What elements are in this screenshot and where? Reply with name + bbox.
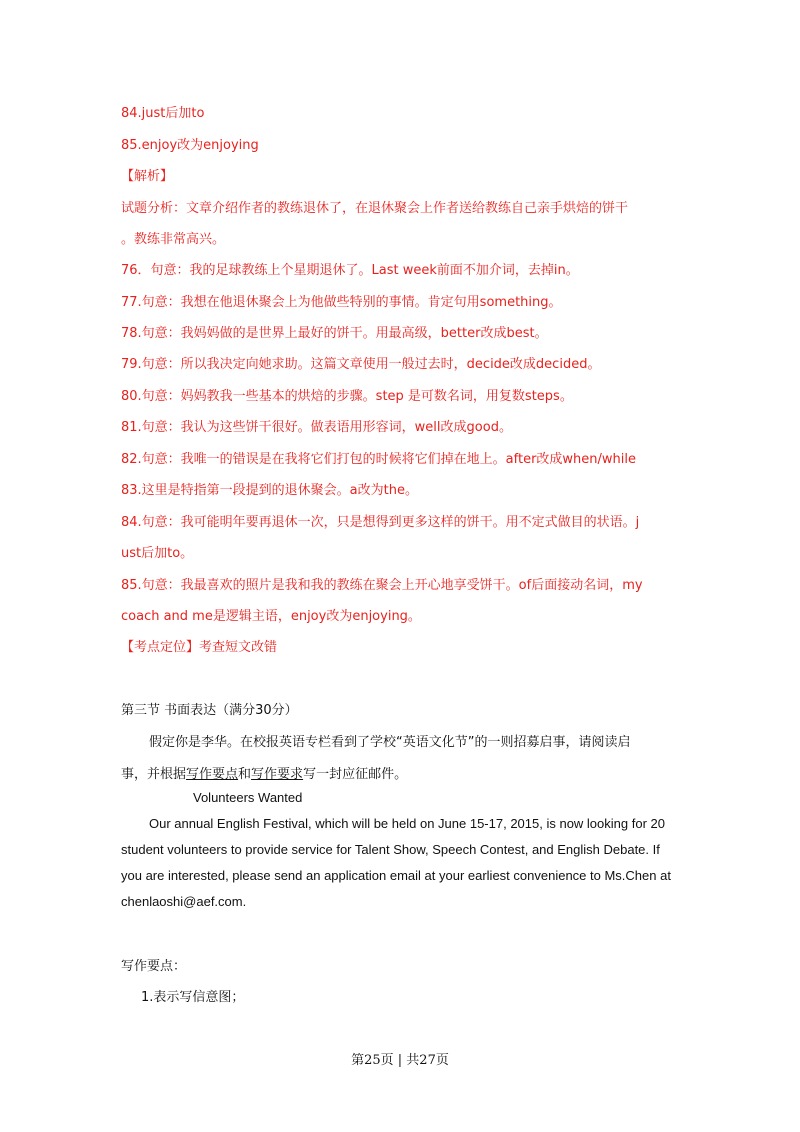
notice-line-4: chenlaoshi@aef.com. <box>121 894 247 909</box>
analysis-item-82: 82.句意：我唯一的错误是在我将它们打包的时候将它们掉在地上。after改成when/while <box>121 452 637 467</box>
analysis-item-80: 80.句意：妈妈教我一些基本的烘焙的步骤。step 是可数名词，用复数steps。 <box>121 389 573 404</box>
analysis-item-76: 76．句意：我的足球教练上个星期退休了。Last week前面不加介词，去掉in。 <box>121 263 579 278</box>
writing-requirements-link: 写作要求 <box>251 767 304 782</box>
analysis-item-79: 79.句意：所以我决定向她求助。这篇文章使用一般过去时，decide改成decided。 <box>121 357 601 372</box>
analysis-summary-line-2: 。教练非常高兴。 <box>121 232 226 247</box>
kaodian-label: 【考点定位】考查短文改错 <box>121 640 278 655</box>
analysis-item-84-line-1: 84.句意：我可能明年要再退休一次，只是想得到更多这样的饼干。用不定式做目的状语。j <box>121 515 640 530</box>
analysis-item-83: 83.这里是特指第一段提到的退休聚会。a改为the。 <box>121 483 418 498</box>
analysis-item-81: 81.句意：我认为这些饼干很好。做表语用形容词，well改成good。 <box>121 420 512 435</box>
analysis-heading: 【解析】 <box>121 169 174 184</box>
section-title: 第三节 书面表达（满分30分） <box>121 703 298 718</box>
writing-points-heading: 写作要点： <box>121 959 187 974</box>
notice-title: Volunteers Wanted <box>193 790 303 805</box>
intro-text-a: 事，并根据 <box>121 767 187 782</box>
answer-84: 84.just后加to <box>121 106 205 121</box>
analysis-item-78: 78.句意：我妈妈做的是世界上最好的饼干。用最高级，better改成best。 <box>121 326 548 341</box>
intro-text-c: 和 <box>238 767 252 782</box>
intro-line-2 <box>121 767 407 783</box>
analysis-item-84-line-2: ust后加to。 <box>121 546 194 561</box>
analysis-summary-line-1: 试题分析：文章介绍作者的教练退休了，在退休聚会上作者送给教练自己亲手烘焙的饼干 <box>121 201 629 216</box>
analysis-item-85-line-1: 85.句意：我最喜欢的照片是我和我的教练在聚会上开心地享受饼干。of后面接动名词，my <box>121 578 643 593</box>
notice-line-1: Our annual English Festival, which will be held on June 15-17, 2015, is now looking for 20 <box>149 816 665 831</box>
intro-line-1: 假定你是李华。在校报英语专栏看到了学校“英语文化节”的一则招募启事，请阅读启 <box>149 735 631 750</box>
notice-line-2: student volunteers to provide service for Talent Show, Speech Contest, and English Debate. If <box>121 842 660 857</box>
intro-text-e: 写一封应征邮件。 <box>303 767 408 782</box>
writing-points-link: 写作要点 <box>186 767 239 782</box>
analysis-item-85-line-2: coach and me是逻辑主语，enjoy改为enjoying。 <box>121 609 421 624</box>
page-footer: 第25页 | 共27页 <box>351 1053 449 1068</box>
notice-line-3: you are interested, please send an application email at your earliest convenience to Ms.Chen at <box>121 868 671 883</box>
analysis-item-77: 77.句意：我想在他退休聚会上为他做些特别的事情。肯定句用something。 <box>121 295 562 310</box>
writing-point-1: 1.表示写信意图； <box>141 990 245 1005</box>
answer-85: 85.enjoy改为enjoying <box>121 138 259 153</box>
